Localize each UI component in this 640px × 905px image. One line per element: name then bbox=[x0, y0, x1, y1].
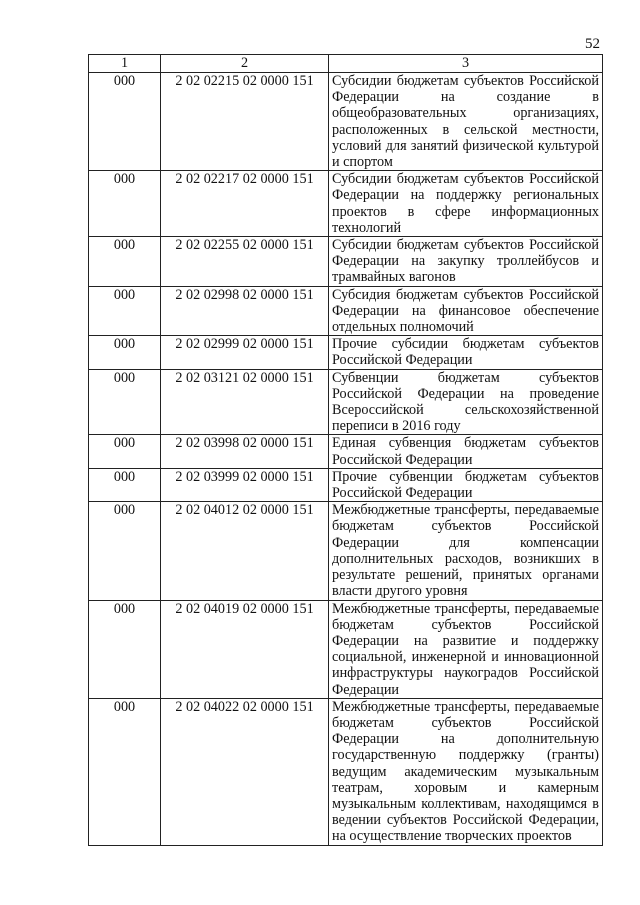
budget-codes-table bbox=[88, 54, 603, 846]
budget-code-cell: 2 02 03998 02 0000 151 bbox=[161, 435, 329, 468]
admin-code-cell: 000 bbox=[89, 369, 161, 435]
budget-code-cell: 2 02 03121 02 0000 151 bbox=[161, 369, 329, 435]
description-cell: Субсидии бюджетам субъектов Российской Федерации на закупку троллейбусов и трамвайных вагонов bbox=[329, 237, 603, 287]
table-row bbox=[89, 468, 603, 501]
admin-code-cell: 000 bbox=[89, 600, 161, 698]
budget-code-cell: 2 02 03999 02 0000 151 bbox=[161, 468, 329, 501]
table-row bbox=[89, 698, 603, 845]
description-cell: Единая субвенция бюджетам субъектов Российской Федерации bbox=[329, 435, 603, 468]
admin-code-cell: 000 bbox=[89, 502, 161, 600]
admin-code-cell: 000 bbox=[89, 336, 161, 369]
table-row bbox=[89, 502, 603, 600]
admin-code-cell: 000 bbox=[89, 698, 161, 845]
budget-code-cell: 2 02 02255 02 0000 151 bbox=[161, 237, 329, 287]
budget-code-cell: 2 02 02217 02 0000 151 bbox=[161, 171, 329, 237]
admin-code-cell: 000 bbox=[89, 468, 161, 501]
admin-code-cell: 000 bbox=[89, 73, 161, 171]
table-row bbox=[89, 435, 603, 468]
description-cell: Межбюджетные трансферты, передаваемые бюджетам субъектов Российской Федерации для компенсации дополнительных расходов, возникших в результате решений, принятых органами власти другого уровня bbox=[329, 502, 603, 600]
table-row bbox=[89, 171, 603, 237]
page-number: 52 bbox=[585, 36, 600, 52]
description-cell: Субсидии бюджетам субъектов Российской Федерации на поддержку региональных проектов в сфере информационных технологий bbox=[329, 171, 603, 237]
description-cell: Межбюджетные трансферты, передаваемые бюджетам субъектов Российской Федерации на развитие и поддержку социальной, инженерной и инновационной инфраструктуры наукоградов Российской Федерации bbox=[329, 600, 603, 698]
budget-code-cell: 2 02 04019 02 0000 151 bbox=[161, 600, 329, 698]
budget-code-cell: 2 02 02998 02 0000 151 bbox=[161, 286, 329, 336]
budget-code-cell: 2 02 04022 02 0000 151 bbox=[161, 698, 329, 845]
table-row bbox=[89, 73, 603, 171]
admin-code-cell: 000 bbox=[89, 171, 161, 237]
table-row bbox=[89, 286, 603, 336]
budget-code-cell: 2 02 02215 02 0000 151 bbox=[161, 73, 329, 171]
description-cell: Прочие субсидии бюджетам субъектов Российской Федерации bbox=[329, 336, 603, 369]
description-cell: Прочие субвенции бюджетам субъектов Российской Федерации bbox=[329, 468, 603, 501]
table-row bbox=[89, 369, 603, 435]
budget-code-cell: 2 02 02999 02 0000 151 bbox=[161, 336, 329, 369]
description-cell: Субсидии бюджетам субъектов Российской Федерации на создание в общеобразовательных организациях, расположенных в сельской местности, условий для занятий физической культурой и спортом bbox=[329, 73, 603, 171]
admin-code-cell: 000 bbox=[89, 435, 161, 468]
admin-code-cell: 000 bbox=[89, 286, 161, 336]
column-header-3: 3 bbox=[329, 55, 603, 73]
column-header-2: 2 bbox=[161, 55, 329, 73]
description-cell: Межбюджетные трансферты, передаваемые бюджетам субъектов Российской Федерации на дополнительную государственную поддержку (гранты) ведущим академическим музыкальным театрам, хоровым и камерным музыкальным коллективам, находящимся в ведении субъектов Российской Федерации, на осуществление творческих проектов bbox=[329, 698, 603, 845]
description-cell: Субсидия бюджетам субъектов Российской Федерации на финансовое обеспечение отдельных полномочий bbox=[329, 286, 603, 336]
budget-code-cell: 2 02 04012 02 0000 151 bbox=[161, 502, 329, 600]
column-header-1: 1 bbox=[89, 55, 161, 73]
table-row bbox=[89, 237, 603, 287]
admin-code-cell: 000 bbox=[89, 237, 161, 287]
description-cell: Субвенции бюджетам субъектов Российской Федерации на проведение Всероссийской сельскохозяйственной переписи в 2016 году bbox=[329, 369, 603, 435]
table-header-row bbox=[89, 55, 603, 73]
table-row bbox=[89, 600, 603, 698]
table-row bbox=[89, 336, 603, 369]
